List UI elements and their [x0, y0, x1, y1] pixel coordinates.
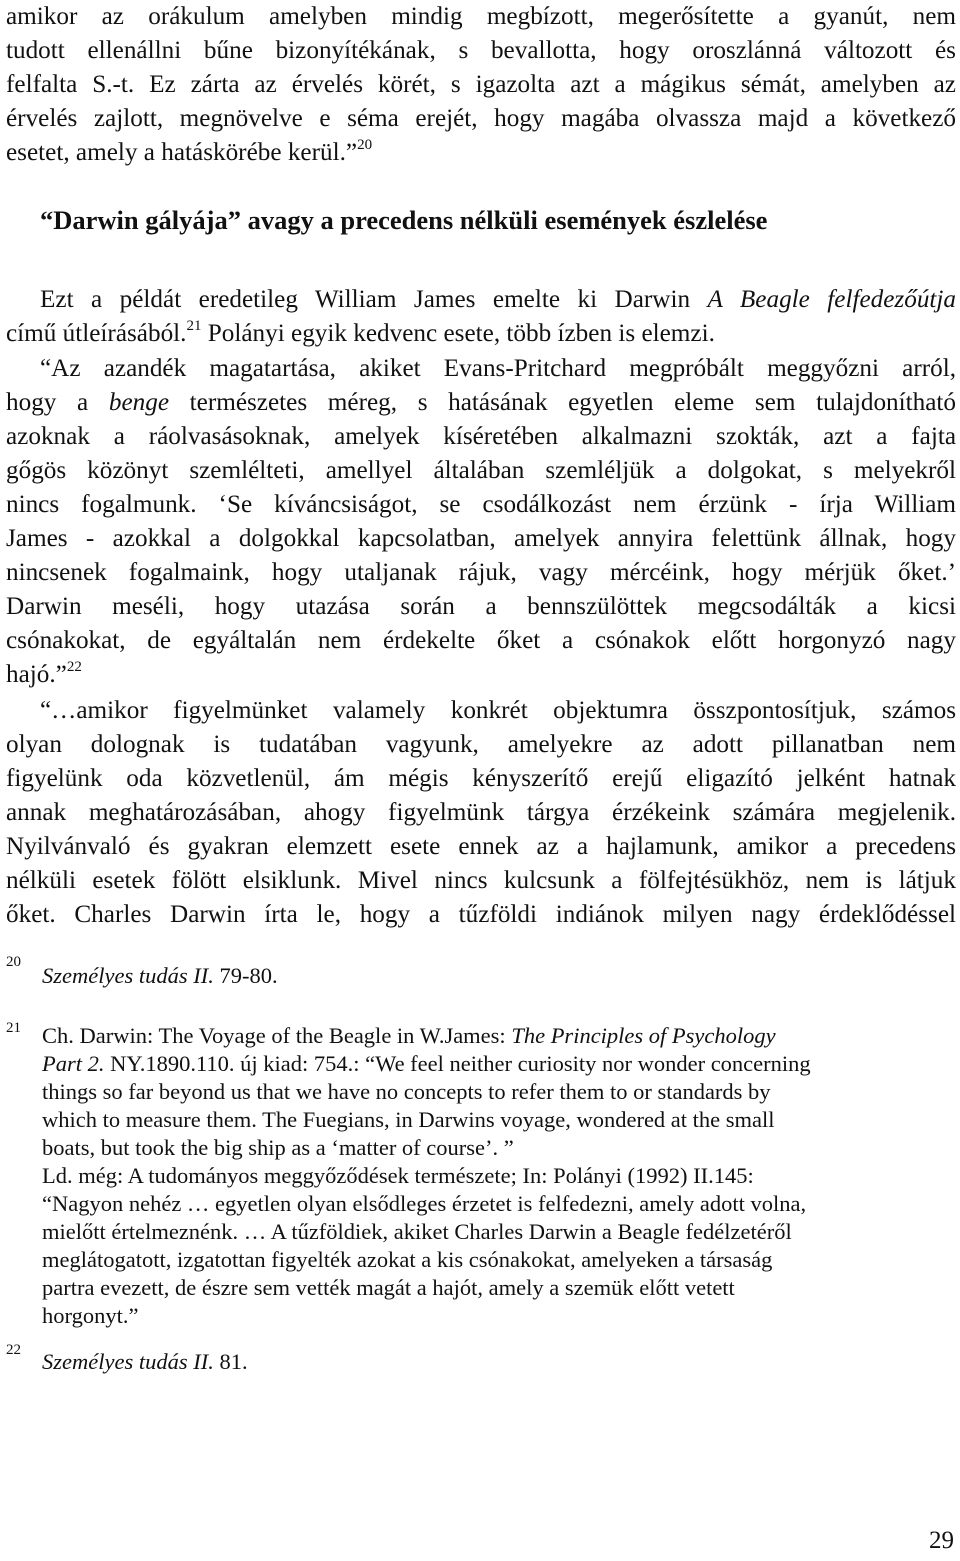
footnote-line — [42, 1022, 776, 1050]
body-line: figyelünk oda közvetlenül, ám mégis kényszerítő erejű eligazító jelként hatnak — [6, 765, 956, 792]
body-line-last — [6, 136, 956, 170]
body-line: nélküli esetek fölött elsiklunk. Mivel nincs kulcsunk a fölfejtésükhöz, nem is látjuk — [6, 867, 956, 894]
body-text: Polányi egyik kedvenc esete, több ízben is elemzi. — [201, 320, 715, 347]
body-line: olyan dolognak is tudatában vagyunk, amelyekre az adott pillanatban nem — [6, 731, 956, 758]
footnote-line: mielőtt értelmeznénk. … A tűzföldiek, akiket Charles Darwin a Beagle fedélzetéről — [42, 1219, 792, 1244]
footnote-ref-22: 22 — [66, 659, 82, 675]
body-line: őket. Charles Darwin írta le, hogy a tűzföldi indiánok milyen nagy érdeklődéssel — [6, 901, 956, 928]
body-text: Ezt a példát eredetileg William James emelte ki Darwin — [40, 286, 708, 313]
footnote-text: 81. — [213, 1349, 248, 1374]
body-line-last — [6, 658, 956, 692]
body-line: azoknak a ráolvasásoknak, amelyek kíséretében alkalmazni szokták, azt a fajta — [6, 423, 956, 450]
body-line: amikor az orákulum amelyben mindig megbízott, megerősítette a gyanút, nem — [6, 3, 956, 30]
footnote-number: 21 — [6, 1020, 21, 1036]
footnote-line: partra evezett, de észre sem vették magát a hajót, amely a szemük előtt vetett — [42, 1275, 735, 1300]
italic-term: benge — [108, 389, 170, 416]
body-line: nincsenek fogalmaink, hogy utaljanak rájuk, vagy mércéink, hogy mérjük őket.’ — [6, 559, 956, 586]
body-line: érvelés zajlott, megnövelve e séma erejét, hogy magába olvassza majd a következő — [6, 105, 956, 132]
body-line: Nyilvánvaló és gyakran elemzett esete ennek az a hajlamunk, amikor a precedens — [6, 833, 956, 860]
footnote-text: NY.1890.110. új kiad: 754.: “We feel neither curiosity nor wonder concerning — [104, 1051, 811, 1076]
body-line: “…amikor figyelmünket valamely konkrét objektumra összpontosítjuk, számos — [40, 697, 956, 724]
body-line: felfalta S.-t. Ez zárta az érvelés körét, s igazolta azt a mágikus sémát, amelyben az — [6, 71, 956, 98]
body-line: nincs fogalmunk. ‘Se kíváncsiságot, se csodálkozást nem érzünk - írja William — [6, 491, 956, 518]
body-line: gőgös közönyt szemlélteti, amellyel általában szemléljük a dolgokat, s melyekről — [6, 457, 956, 484]
body-line: tudott ellenállni bűne bizonyítékának, s bevallotta, hogy oroszlánná változott és — [6, 37, 956, 64]
body-line: csónakokat, de egyáltalán nem érdekelte őket a csónakok előtt horgonyzó nagy — [6, 627, 956, 654]
footnote-line — [42, 962, 278, 990]
footnote-line: boats, but took the big ship as a ‘matter of course’. ” — [42, 1135, 514, 1160]
book-title: Személyes tudás II. — [42, 963, 214, 988]
section-heading: “Darwin gályája” avagy a precedens nélküli események észlelése — [40, 205, 768, 235]
footnote-ref-20: 20 — [357, 137, 373, 153]
body-line — [6, 386, 956, 420]
footnote-line: which to measure them. The Fuegians, in Darwins voyage, wondered at the small — [42, 1107, 775, 1132]
footnote-line: meglátogatott, izgatottan figyelték azokat a kis csónakokat, amelyeken a társaság — [42, 1247, 773, 1272]
footnote-ref-21: 21 — [186, 318, 202, 334]
body-text: hogy a — [6, 389, 109, 416]
book-title: Személyes tudás II. — [42, 1349, 214, 1374]
body-line: annak meghatározásában, ahogy figyelmünk tárgya érzékeink számára megjelenik. — [6, 799, 956, 826]
book-title: The Principles of Psychology — [511, 1023, 776, 1048]
footnote-number: 20 — [6, 954, 21, 970]
page-number: 29 — [929, 1527, 954, 1554]
body-line — [6, 317, 956, 351]
footnote-number: 22 — [6, 1342, 21, 1358]
body-text: esetet, amely a hatáskörébe kerül.” — [6, 139, 358, 166]
body-line: Darwin meséli, hogy utazása során a bennszülöttek megcsodálták a kicsi — [6, 593, 956, 620]
footnote-line: “Nagyon nehéz … egyetlen olyan elsődleges érzetet is felfedezni, amely adott volna, — [42, 1191, 807, 1216]
footnote-line — [42, 1348, 248, 1376]
body-text: hajó.” — [6, 661, 67, 688]
footnote-text: Ch. Darwin: The Voyage of the Beagle in W.James: — [42, 1023, 512, 1048]
body-line — [40, 283, 956, 317]
book-title: Part 2. — [42, 1051, 105, 1076]
footnote-line: horgonyt.” — [42, 1303, 139, 1328]
body-text: természetes méreg, s hatásának egyetlen eleme sem tulajdonítható — [169, 389, 956, 416]
book-title: A Beagle felfedezőútja — [707, 286, 956, 313]
footnote-line: Ld. még: A tudományos meggyőződések természete; In: Polányi (1992) II.145: — [42, 1163, 754, 1188]
body-line: James - azokkal a dolgokkal kapcsolatban, amelyek annyira felettünk állnak, hogy — [6, 525, 956, 552]
footnote-line — [42, 1050, 811, 1078]
body-text: című útleírásából. — [6, 320, 187, 347]
footnote-line: things so far beyond us that we have no concepts to refer them to or standards by — [42, 1079, 771, 1104]
footnote-text: 79-80. — [213, 963, 278, 988]
body-line: “Az azandék magatartása, akiket Evans-Pritchard megpróbált meggyőzni arról, — [40, 355, 956, 382]
